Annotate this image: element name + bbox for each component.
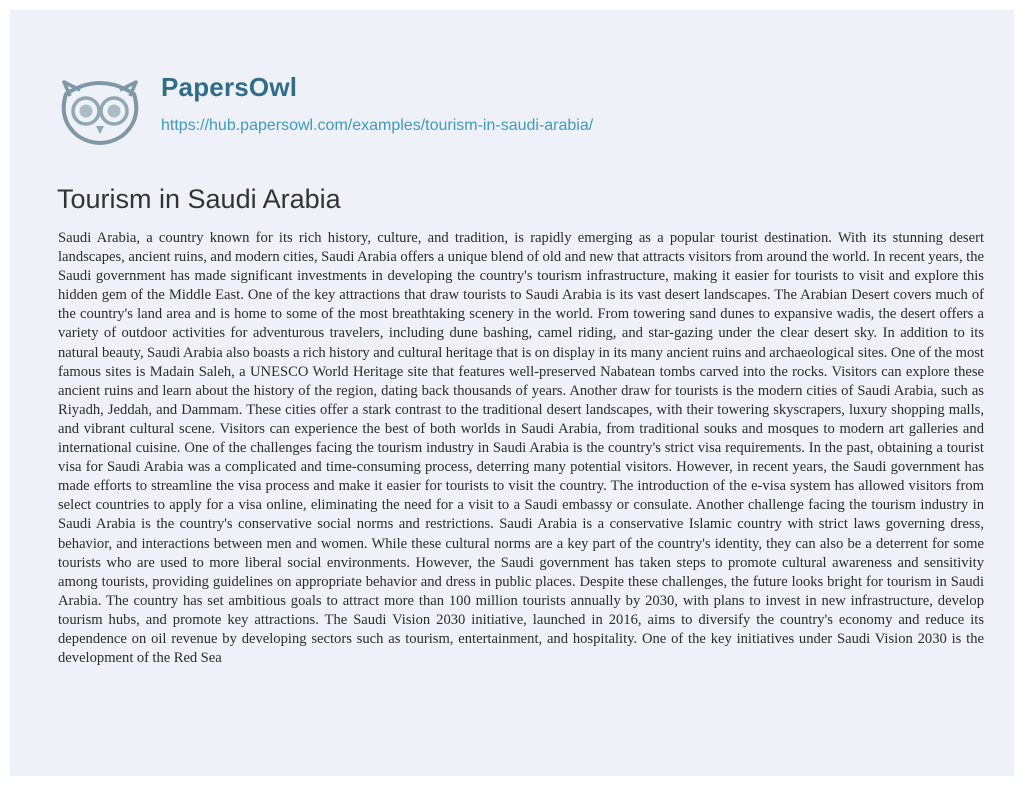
- essay-body-text: Saudi Arabia, a country known for its rich history, culture, and tradition, is rapidly emerging as a popular tourist destination. With its stunning desert landscapes, ancient ruins, and modern cities, Saudi Arabia offers a unique blend of old and new that attracts visitors from around the world. In recent years, the Saudi government has made significant investments in developing the country's tourism infrastructure, making it easier for tourists to visit and explore this hidden gem of the Middle East. One of the key attractions that draw tourists to Saudi Arabia is its vast desert landscapes. The Arabian Desert covers much of the country's land area and is home to some of the most breathtaking scenery in the world. From towering sand dunes to expansive wadis, the desert offers a variety of outdoor activities for adventurous travelers, including dune bashing, camel riding, and star-gazing under the clear desert sky. In addition to its natural beauty, Saudi Arabia also boasts a rich history and cultural heritage that is on display in its many ancient ruins and archaeological sites. One of the most famous sites is Madain Saleh, a UNESCO World Heritage site that features well-preserved Nabatean tombs carved into the rocks. Visitors can explore these ancient ruins and learn about the history of the region, dating back thousands of years. Another draw for tourists is the modern cities of Saudi Arabia, such as Riyadh, Jeddah, and Dammam. These cities offer a stark contrast to the traditional desert landscapes, with their towering skyscrapers, luxury shopping malls, and vibrant cultural scene. Visitors can experience the best of both worlds in Saudi Arabia, from traditional souks and mosques to modern art galleries and international cuisine. One of the challenges facing the tourism industry in Saudi Arabia is the country's strict visa requirements. In the past, obtaining a tourist visa for Saudi Arabia was a complicated and time-consuming process, deterring many potential visitors. However, in recent years, the Saudi government has made efforts to streamline the visa process and make it easier for tourists to visit the country. The introduction of the e-visa system has allowed visitors from select countries to apply for a visa online, eliminating the need for a visit to a Saudi embassy or consulate. Another challenge facing the tourism industry in Saudi Arabia is the country's conservative social norms and restrictions. Saudi Arabia is a conservative Islamic country with strict laws governing dress, behavior, and interactions between men and women. While these cultural norms are a key part of the country's identity, they can also be a deterrent for some tourists who are used to more liberal social environments. However, the Saudi government has taken steps to promote cultural awareness and sensitivity among tourists, providing guidelines on appropriate behavior and dress in public places. Despite these challenges, the future looks bright for tourism in Saudi Arabia. The country has set ambitious goals to attract more than 100 million tourists annually by 2030, with plans to invest in new infrastructure, develop tourism hubs, and promote key attractions. The Saudi Vision 2030 initiative, launched in 2016, aims to diversify the country's economy and reduce its dependence on oil revenue by developing sectors such as tourism, entertainment, and hospitality. One of the key initiatives under Saudi Vision 2030 is the development of the Red Sea: [58, 230, 984, 667]
- source-url-link[interactable]: https://hub.papersowl.com/examples/tourism-in-saudi-arabia/: [161, 117, 594, 134]
- page-title: Tourism in Saudi Arabia: [57, 184, 341, 214]
- owl-logo-icon[interactable]: [58, 74, 142, 146]
- document-card: [10, 10, 1014, 776]
- brand-name[interactable]: PapersOwl: [161, 72, 298, 102]
- site-header: [58, 68, 958, 148]
